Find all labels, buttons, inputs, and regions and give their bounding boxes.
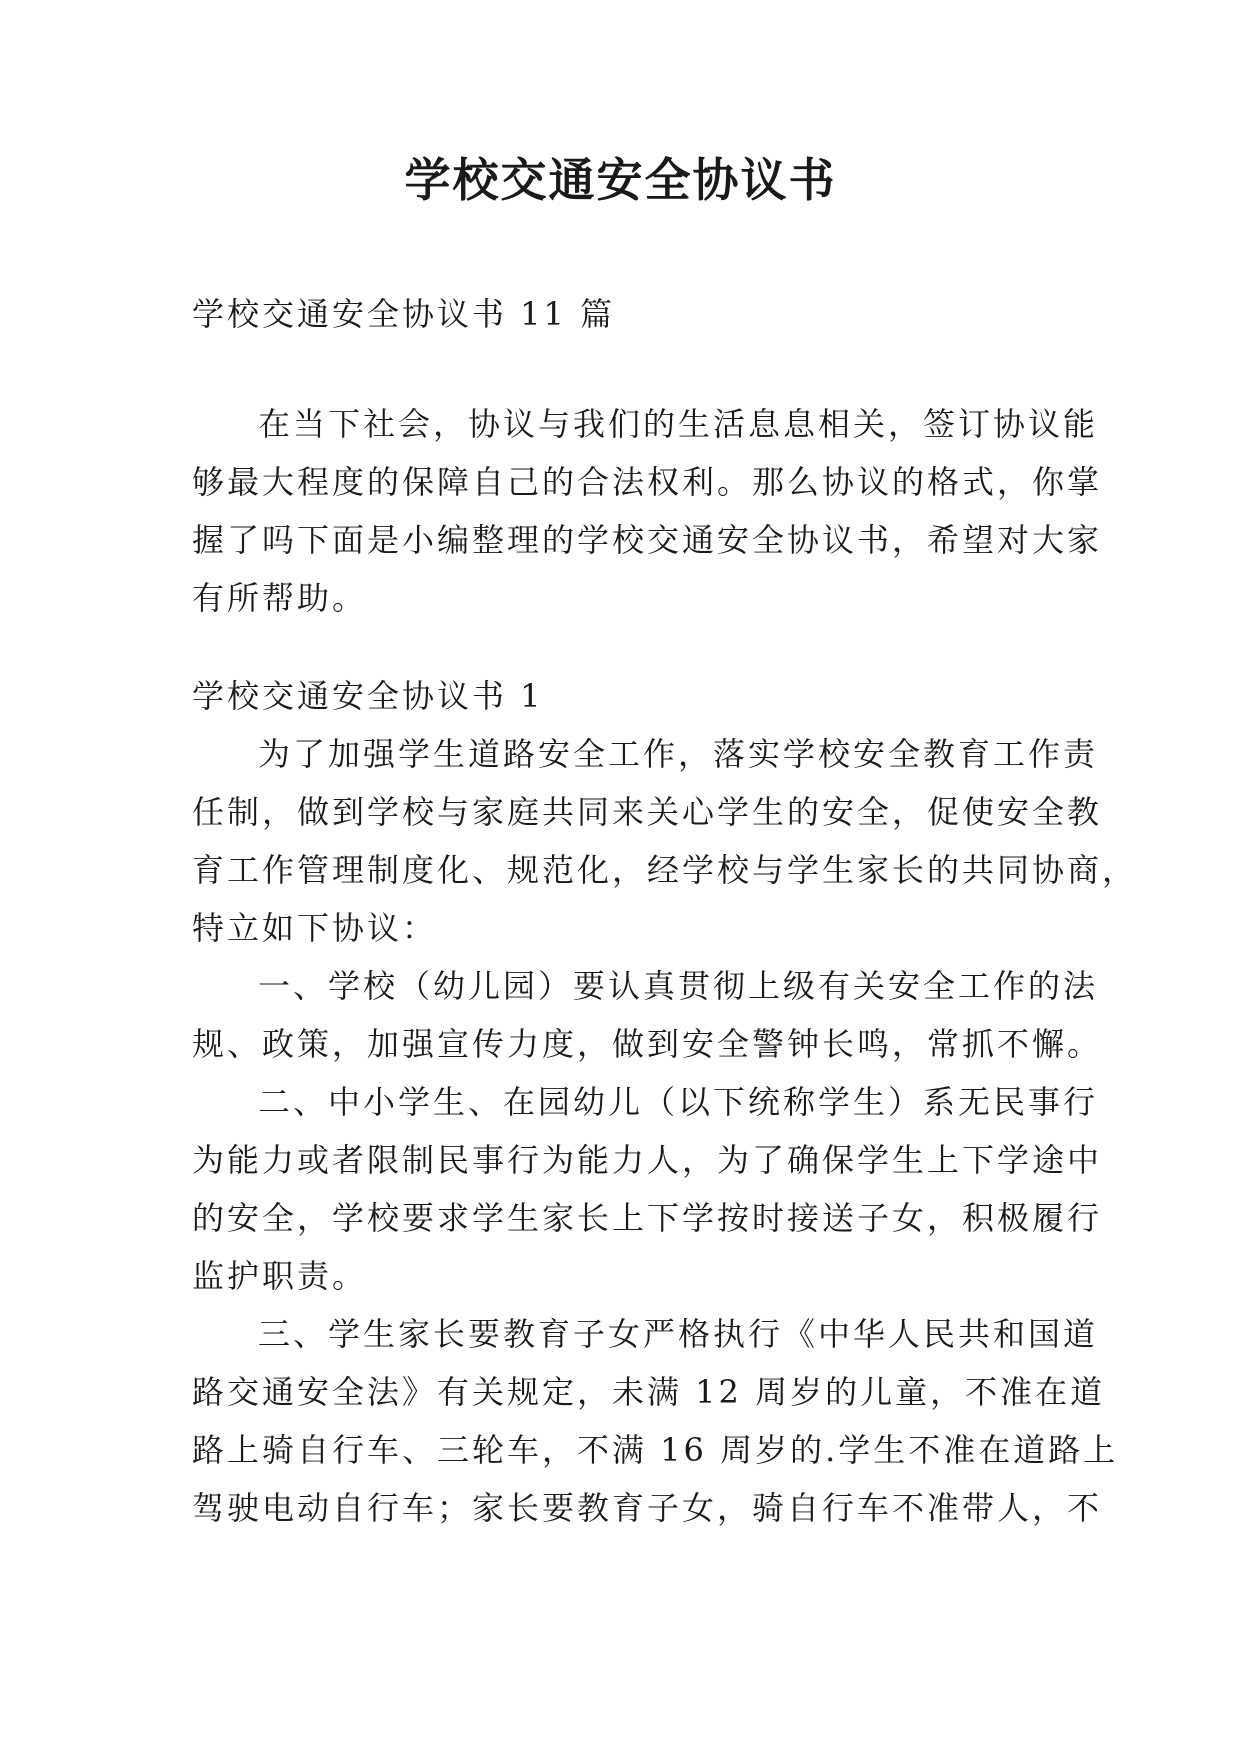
- paragraph-3: [192, 1073, 1103, 1305]
- document-body: [192, 285, 1138, 1537]
- paragraph-line: 一、学校（幼儿园）要认真贯彻上级有关安全工作的法: [258, 967, 1099, 1005]
- paragraph-line: 握了吗下面是小编整理的学校交通安全协议书，希望对大家: [192, 521, 1103, 559]
- paragraph-line: 在当下社会，协议与我们的生活息息相关，签订协议能: [258, 405, 1099, 443]
- paragraph-line: 育工作管理制度化、规范化，经学校与学生家长的共同协商，: [192, 851, 1138, 889]
- paragraph-line: 二、中小学生、在园幼儿（以下统称学生）系无民事行: [258, 1083, 1099, 1121]
- paragraph-2: [192, 957, 1103, 1073]
- paragraph-line: 监护职责。: [192, 1257, 368, 1295]
- paragraph-line: 特立如下协议：: [192, 909, 438, 947]
- paragraph-line: 有所帮助。: [192, 579, 368, 617]
- paragraph-line: 路上骑自行车、三轮车，不满 16 周岁的.学生不准在道路上: [192, 1431, 1119, 1469]
- paragraph-line: 够最大程度的保障自己的合法权利。那么协议的格式，你掌: [192, 463, 1103, 501]
- paragraph-line: 规、政策，加强宣传力度，做到安全警钟长鸣，常抓不懈。: [192, 1025, 1103, 1063]
- paragraph-line: 为能力或者限制民事行为能力人，为了确保学生上下学途中: [192, 1141, 1103, 1179]
- paragraph-line: 的安全，学校要求学生家长上下学按时接送子女，积极履行: [192, 1199, 1103, 1237]
- document-title: 学校交通安全协议书: [404, 153, 837, 207]
- paragraph-4: [192, 1305, 1119, 1537]
- section-heading: 学校交通安全协议书 1: [192, 677, 544, 715]
- document-subtitle: 学校交通安全协议书 11 篇: [192, 295, 616, 333]
- paragraph-line: 三、学生家长要教育子女严格执行《中华人民共和国道: [258, 1315, 1099, 1353]
- paragraph-line: 为了加强学生道路安全工作，落实学校安全教育工作责: [258, 735, 1099, 773]
- paragraph-line: 驾驶电动自行车；家长要教育子女，骑自行车不准带人，不: [192, 1489, 1103, 1527]
- intro-paragraph: [192, 395, 1103, 627]
- paragraph-line: 任制，做到学校与家庭共同来关心学生的安全，促使安全教: [192, 793, 1103, 831]
- paragraph-line: 路交通安全法》有关规定，未满 12 周岁的儿童，不准在道: [192, 1373, 1106, 1411]
- paragraph-1: [192, 725, 1138, 957]
